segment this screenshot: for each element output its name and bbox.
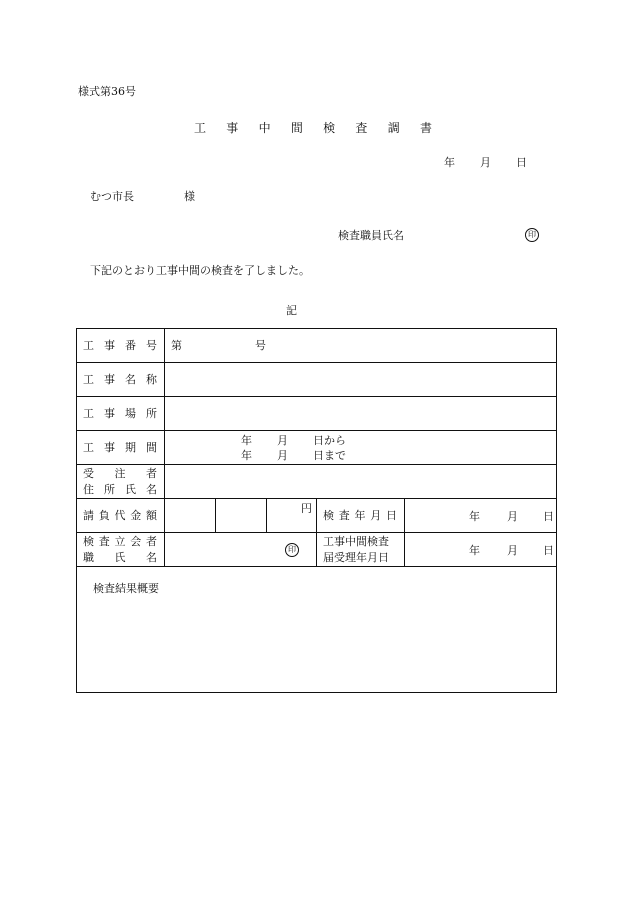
- ki-heading: 記: [286, 304, 297, 317]
- table-row: [77, 465, 557, 499]
- inspection-date-year: 年: [469, 510, 480, 523]
- label-char: 期: [125, 440, 136, 454]
- date-month: 月: [480, 156, 491, 169]
- label-cell: [77, 329, 165, 363]
- title-char: 事: [226, 121, 239, 135]
- contractor-field[interactable]: [165, 465, 557, 499]
- seal-icon: 印: [525, 228, 539, 242]
- label-char: 氏: [114, 550, 126, 564]
- label-cell: [77, 465, 165, 499]
- statement: 下記のとおり工事中間の検査を了しました。: [90, 264, 310, 277]
- period-to-day: 日まで: [313, 449, 346, 462]
- label-char: 請: [83, 508, 94, 522]
- label-char: 工: [83, 440, 94, 454]
- label-char: 名: [146, 482, 157, 496]
- receipt-date-day: 日: [543, 544, 554, 557]
- period-from-day: 日から: [313, 434, 346, 447]
- label-char: 月: [370, 508, 382, 522]
- label-char: 負: [98, 508, 110, 522]
- label-char: 検: [83, 535, 94, 549]
- title-char: 書: [419, 121, 432, 135]
- label-char: 事: [104, 372, 115, 386]
- addressee-honorific: 様: [184, 190, 195, 203]
- table-row: [77, 329, 557, 363]
- form-number: 様式第36号: [78, 85, 136, 98]
- label-cell: [77, 397, 165, 431]
- date-year: 年: [444, 156, 455, 169]
- label-char: 事: [104, 338, 115, 352]
- label-line: 届受理年月日: [323, 550, 389, 564]
- label-char: 査: [98, 535, 110, 549]
- receipt-date-year: 年: [469, 544, 480, 557]
- label-char: 者: [146, 467, 157, 481]
- label-char: 査: [338, 508, 350, 522]
- label-char: 工: [83, 406, 94, 420]
- table-row: [77, 499, 557, 533]
- label-char: 検: [323, 508, 334, 522]
- inspection-date-month: 月: [507, 510, 518, 523]
- title-char: 間: [290, 121, 303, 135]
- inspection-summary-field[interactable]: [77, 567, 557, 693]
- label-cell: [77, 499, 165, 533]
- summary-label: 検査結果概要: [93, 582, 159, 595]
- receipt-date-field[interactable]: [405, 533, 557, 567]
- label-line: 工事中間検査: [323, 535, 389, 549]
- label-char: 工: [83, 338, 94, 352]
- label-char: 事: [104, 440, 115, 454]
- dai-prefix: 第: [171, 339, 182, 352]
- inspection-date-field[interactable]: [405, 499, 557, 533]
- label-char: 所: [146, 406, 157, 420]
- table-row: [77, 431, 557, 465]
- label-char: 年: [354, 508, 366, 522]
- inspection-table: [76, 328, 557, 693]
- label-char: 場: [125, 406, 136, 420]
- period-to-year: 年: [241, 449, 252, 462]
- label-cell: [77, 431, 165, 465]
- label-char: 代: [114, 508, 126, 522]
- label-char: 金: [130, 508, 142, 522]
- label-char: 名: [146, 550, 157, 564]
- label-char: 間: [146, 440, 157, 454]
- inspector-label: 検査職員氏名: [338, 229, 404, 242]
- label-char: 工: [83, 372, 94, 386]
- yen-unit: 円: [301, 502, 312, 515]
- period-to-month: 月: [277, 449, 288, 462]
- label-cell: [317, 499, 405, 533]
- receipt-date-month: 月: [507, 544, 518, 557]
- amount-digits-field[interactable]: [267, 499, 317, 533]
- label-char: 称: [146, 372, 157, 386]
- label-char: 日: [386, 508, 397, 522]
- title-char: 調: [387, 121, 400, 135]
- label-char: 号: [146, 338, 157, 352]
- go-suffix: 号: [255, 339, 266, 352]
- title-char: 検: [323, 121, 336, 135]
- witness-name-field[interactable]: [165, 533, 317, 567]
- period-from-year: 年: [241, 434, 252, 447]
- label-cell: [77, 533, 165, 567]
- construction-period-field[interactable]: [165, 431, 557, 465]
- title-char: 査: [355, 121, 368, 135]
- inspection-date-day: 日: [543, 510, 554, 523]
- label-char: 氏: [125, 482, 136, 496]
- table-row: [77, 533, 557, 567]
- date-day: 日: [516, 156, 527, 169]
- label-char: 職: [83, 550, 94, 564]
- label-cell: [317, 533, 405, 567]
- label-char: 受: [83, 467, 94, 481]
- table-row: [77, 397, 557, 431]
- label-char: 事: [104, 406, 115, 420]
- construction-number-field[interactable]: [165, 329, 557, 363]
- table-row: [77, 363, 557, 397]
- construction-name-field[interactable]: [165, 363, 557, 397]
- label-char: 所: [104, 482, 115, 496]
- label-char: 名: [125, 372, 136, 386]
- document-title: [194, 122, 432, 134]
- addressee-name: むつ市長: [90, 190, 134, 203]
- label-char: 立: [114, 535, 126, 549]
- amount-digits-field[interactable]: [216, 499, 267, 533]
- amount-digits-field[interactable]: [165, 499, 216, 533]
- period-from-month: 月: [277, 434, 288, 447]
- label-char: 者: [146, 535, 157, 549]
- table-row: [77, 567, 557, 693]
- label-cell: [77, 363, 165, 397]
- label-char: 番: [125, 338, 136, 352]
- label-char: 会: [130, 535, 142, 549]
- title-char: 中: [258, 121, 271, 135]
- label-char: 額: [146, 508, 157, 522]
- title-char: 工: [194, 121, 207, 135]
- label-char: 注: [114, 467, 126, 481]
- construction-location-field[interactable]: [165, 397, 557, 431]
- seal-icon: 印: [285, 543, 299, 557]
- label-char: 住: [83, 482, 94, 496]
